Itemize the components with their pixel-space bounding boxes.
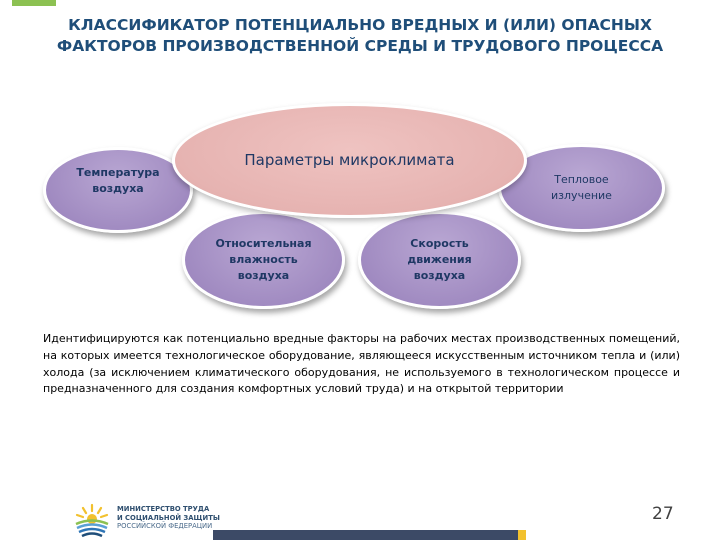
node-heat-radiation-label: Тепловое излучение [551, 173, 612, 202]
node-temperature [43, 147, 193, 233]
node-air-speed-label: Скорость движения воздуха [407, 237, 472, 282]
footer-accent [518, 530, 526, 540]
page-title [20, 15, 700, 57]
footer-bar [213, 530, 521, 540]
node-microclimate-label: Параметры микроклимата [244, 151, 455, 169]
ministry-name [117, 505, 220, 531]
page-title-line-2: ФАКТОРОВ ПРОИЗВОДСТВЕННОЙ СРЕДЫ И ТРУДОВОГО ПРОЦЕССА [56, 37, 664, 55]
ministry-name-line-1: МИНИСТЕРСТВО ТРУДА [117, 505, 210, 513]
node-humidity-label: Относительная влажность воздуха [215, 237, 312, 282]
ministry-name-line-3: РОССИЙСКОЙ ФЕДЕРАЦИИ [117, 522, 213, 530]
ministry-name-line-2: И СОЦИАЛЬНОЙ ЗАЩИТЫ [117, 513, 220, 522]
node-air-speed [358, 211, 521, 309]
page-title-line-1: КЛАССИФИКАТОР ПОТЕНЦИАЛЬНО ВРЕДНЫХ И (ИЛИ) ОПАСНЫХ [68, 16, 652, 34]
body-paragraph: Идентифицируются как потенциально вредные факторы на рабочих местах производственных помещений, на которых имеется технологическое оборудование, являющееся искусственным источником тепла и (или) холода (за исключением климатического оборудования, не используемого в технологическом процессе и предназначенного для создания комфортных условий труда) и на открытой территории [43, 332, 680, 396]
node-humidity [182, 211, 345, 309]
page-number: 27 [652, 504, 674, 524]
node-temperature-label: Температура воздуха [76, 166, 160, 195]
ministry-logo-icon [72, 500, 112, 540]
node-microclimate-center [172, 103, 527, 218]
corner-accent-tab [12, 0, 56, 6]
